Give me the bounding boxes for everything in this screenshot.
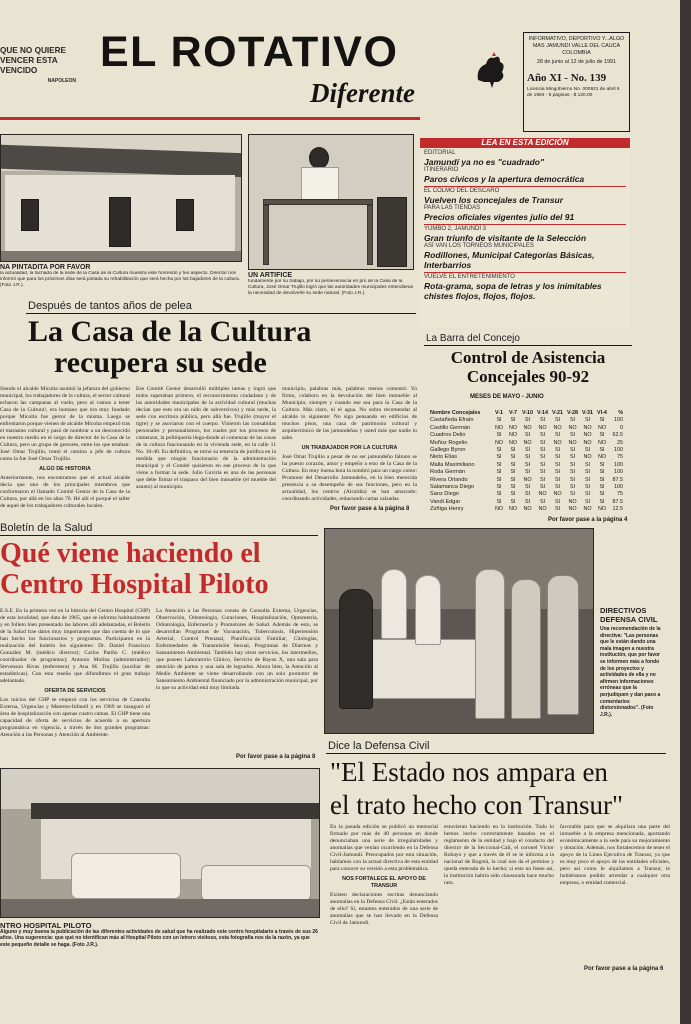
top-photo-caption-title: NA PINTADITA POR FAVOR <box>0 264 91 271</box>
attendance-mark: SI <box>554 454 561 461</box>
attendance-mark: SI <box>524 491 531 498</box>
attendance-mark: SI <box>569 469 576 476</box>
attendance-mark: SI <box>510 469 516 476</box>
artifice-caption-title: UN ARTIFICE <box>248 272 293 279</box>
attendance-mark: SI <box>599 469 605 476</box>
attendance-mark: NO <box>597 439 607 446</box>
directivos-caption-title: DIRECTIVOS DEFENSA CIVIL <box>600 606 658 624</box>
attendance-mark: NO <box>523 424 532 431</box>
attendance-percent: 62.5 <box>612 432 623 439</box>
artifice-caption <box>248 272 414 297</box>
attendance-mark: SI <box>554 432 561 439</box>
attendance-mark: NO <box>494 506 504 513</box>
attendance-mark: SI <box>599 447 605 454</box>
masthead-rule <box>0 117 420 120</box>
attendance-row <box>430 469 630 476</box>
attendance-mark: SI <box>569 417 576 424</box>
casa-column-1: Siendo el alcalde Micolta asumió la jefatura del gobierno municipal, los trabajadores de la cultura, el sector cultural echaron las campanas al vuelo, pero al vamos a tener Casa de la Cultura!, era humano que era muy fundado porque Micolta fue gestor de la misma. Luego se enfrentaron porque vienen de alcalde Micolta empezó tras el marasmo cultural y pasó de nombrar a un desconocido en nuestro medio en el cargo de director de la Casa de la Cultura, pero un grupo de gestores, entre los que estaban: José Omar Trujillo, tomó el camino a jefe de cultura como la fue José Omar Trujillo. ALGO DE HISTORIA Anteriormente, nos encontramos que el actual alcalde decía que uno de los principales miembros que conformaron el llamado Comité Gestor de la Casa de la Cultura, por allá en los años 70. Hé allí el porqué el taller de aquel de los trabajadores culturales locales. <box>0 386 130 509</box>
attendance-mark: NO <box>523 439 532 446</box>
attendance-mark: SI <box>539 447 546 454</box>
attendance-mark: SI <box>524 417 531 424</box>
concejo-continue-link[interactable]: Por favor pase a la página 4 <box>548 517 628 523</box>
index-item[interactable]: EDITORIAL Jamundí ya no es "cuadrado" <box>424 150 545 167</box>
top-photo-caption-text: la actualidad, la fachada de la sede de la Casa de la Cultura muestra este horrendo y feo aspecto. Director nos informó que para los próximos días será pintada su rehabilitación que será hecha por los bajadores de la cultura. (Foto J.R.). <box>0 271 240 288</box>
attendance-mark: SI <box>554 469 561 476</box>
attendance-mark: SI <box>599 417 605 424</box>
attendance-mark: SI <box>599 432 605 439</box>
attendance-mark: SI <box>554 476 561 483</box>
attendance-mark: NO <box>597 424 607 431</box>
attendance-mark: NO <box>494 424 504 431</box>
attendance-mark: SI <box>569 491 576 498</box>
rooster-logo-icon <box>470 50 512 90</box>
estado-continue-link[interactable]: Por favor pase a la página 6 <box>584 966 664 972</box>
attendance-mark: NO <box>583 432 592 439</box>
attendance-mark: SI <box>539 432 546 439</box>
councilor-name: Roda Germán <box>430 469 466 476</box>
attendance-mark: SI <box>584 491 591 498</box>
index-item[interactable]: VUELVE EL ENTRETENIMIENTO Rota-grama, sopa de letras y los inimitables chistes flojos, flojos, flojos. <box>424 274 602 301</box>
attendance-mark: SI <box>496 491 502 498</box>
attendance-mark: NO <box>538 424 547 431</box>
casa-headline: La Casa de la Cultura recupera su sede <box>28 315 312 379</box>
index-item[interactable]: ASÍ VAN LOS TORNEOS MUNICIPALES Rodillones, Municipal Categorías Básicas, Interbarrios <box>424 243 595 270</box>
attendance-mark: SI <box>599 476 605 483</box>
attendance-row <box>430 447 630 454</box>
newspaper-subtitle: Diferente <box>310 78 415 108</box>
attendance-row <box>430 440 630 447</box>
attendance-mark: SI <box>569 476 576 483</box>
attendance-percent: 100 <box>614 447 623 454</box>
councilor-name: Cuadros Delio <box>430 432 466 439</box>
attendance-mark: NO <box>583 439 592 446</box>
attendance-mark: SI <box>539 484 546 491</box>
attendance-mark: SI <box>569 454 576 461</box>
attendance-mark: SI <box>524 432 531 439</box>
attendance-mark: SI <box>554 484 561 491</box>
attendance-row <box>430 499 630 506</box>
attendance-mark: NO <box>597 454 607 461</box>
attendance-mark: SI <box>584 461 591 468</box>
masthead-license: Licencia Mingobierno No. 000921 de abril 6 de 1984 - 8 páginas - $ 120.00 <box>527 86 620 98</box>
attendance-row <box>430 491 630 498</box>
attendance-mark: SI <box>554 447 561 454</box>
councilor-name: Rivera Orlando <box>430 476 468 483</box>
councilor-name: Salamanca Diego <box>430 484 475 491</box>
index-item[interactable]: YUMBO 2, JAMUNDÍ 3 Gran triunfo de visitante de la Selección <box>424 226 587 243</box>
attendance-mark: NO <box>538 491 547 498</box>
concejo-title: Control de Asistencia Concejales 90-92 <box>450 348 606 386</box>
attendance-mark: SI <box>510 454 516 461</box>
concejo-kicker: La Barra del Concejo <box>426 333 520 344</box>
edition-index <box>420 138 630 328</box>
attendance-header-row: Nombre Concejales V-1 V-7 V-10 V-14 V-21 V-28 V-31 VI-4 % <box>430 410 623 416</box>
attendance-mark: SI <box>510 484 516 491</box>
hospital-caption-title: NTRO HOSPITAL PILOTO <box>0 922 92 930</box>
casa-cultura-photo <box>0 134 242 262</box>
attendance-body <box>430 417 630 513</box>
attendance-percent: 87.5 <box>612 498 623 505</box>
attendance-mark: NO <box>583 454 592 461</box>
attendance-mark: NO <box>508 424 518 431</box>
councilor-name: Vandi Edgar <box>430 498 461 505</box>
salud-column-2: La Atención a las Personas consta de Consulta Externa, Urgencias, Observación, Odontología, Curaciones, Hospitalización, Optometría, Odontología, Enfermería y Promotores de Salud. Además de esto, se desarrollan Programas de Vacunación, Tuberculosis, Hipertensión Arterial, Control Prenatal, Planificación Familiar, Citologías, Enfermedades de Transmisión Sexual, Programas de Diarreas y Saneamiento Ambiental. También hay otros servicios, los intermedios, que poseen Laboratorio Clínico, Servicio de Rayos X, una sala para atención de partos y una sala de legrados. Ahora bien, la Atención al Medio Ambiente se viene desarrollando con un solo promotor de Saneamiento Ambiental financiado por la administración municipal, por lo que su actividad está muy limitada. <box>156 608 318 691</box>
hospital-caption-text: Alguno y muy buena la publicación de las diferentes actividades de salud que ha realizado este centro hospitalario a través de sus 26 años. Una sugerencia: que qué no identifican más al Hospital Piloto con un letrero visitoso, esta fotografía nos da la razón, ya que este pequeño detalle se haga. (Foto J.R.). <box>0 929 318 948</box>
councilor-name: Castillo Germán <box>430 424 471 431</box>
attendance-mark: NO <box>553 491 562 498</box>
attendance-row <box>430 484 630 491</box>
index-item[interactable]: ITINERARIO Paros cívicos y la apertura democrática <box>424 167 585 184</box>
defensa-civil-photo <box>324 528 594 734</box>
attendance-mark: SI <box>599 491 605 498</box>
attendance-mark: SI <box>524 498 531 505</box>
masthead-issue: Año XI - No. 139 <box>527 71 607 84</box>
attendance-mark: SI <box>569 432 576 439</box>
salud-headline: Qué viene haciendo el Centro Hospital Piloto <box>0 538 269 600</box>
attendance-mark: SI <box>539 498 546 505</box>
attendance-mark: NO <box>583 506 592 513</box>
attendance-mark: SI <box>584 417 591 424</box>
attendance-percent: 25 <box>617 439 623 446</box>
attendance-mark: SI <box>496 417 502 424</box>
attendance-mark: SI <box>496 432 502 439</box>
attendance-mark: SI <box>554 506 561 513</box>
casa-kicker-rule <box>26 313 416 314</box>
attendance-mark: SI <box>496 484 502 491</box>
casa-kicker: Después de tantos años de pelea <box>28 300 192 312</box>
attendance-mark: NO <box>508 439 518 446</box>
attendance-percent: 75 <box>617 454 623 461</box>
attendance-mark: SI <box>496 461 502 468</box>
attendance-mark: SI <box>584 447 591 454</box>
attendance-mark: SI <box>524 469 531 476</box>
attendance-mark: SI <box>510 447 516 454</box>
attendance-mark: SI <box>496 454 502 461</box>
attendance-mark: SI <box>539 476 546 483</box>
attendance-mark: SI <box>599 461 605 468</box>
attendance-percent: 100 <box>614 469 623 476</box>
attendance-mark: SI <box>539 439 546 446</box>
attendance-mark: SI <box>584 484 591 491</box>
attendance-mark: SI <box>569 461 576 468</box>
hospital-caption <box>0 922 320 948</box>
attendance-row <box>430 425 630 432</box>
attendance-mark: NO <box>568 506 577 513</box>
attendance-mark: NO <box>538 506 547 513</box>
top-photo-caption <box>0 264 242 289</box>
attendance-mark: NO <box>568 424 577 431</box>
attendance-mark: SI <box>524 484 531 491</box>
salud-kicker: Boletín de la Salud <box>0 522 93 534</box>
masthead-quote: QUE NO QUIERE VENCER ESTA VENCIDO NAPOLEON <box>0 46 80 87</box>
casa-column-2: Ese Comité Gestor desarrolló múltiples tareas y logró que todos superaban primero, el reconocimiento ciudadano y de las autoridades municipales de la actividad cultural (muchas decían que esto era un nido de subversivos) y más tarde, la sede con escritura pública, pero allá fue. Trujillo (mayor el tigre) y se asociaron con el cuerpo. Vinieron las consabidas personales y personalismos, los cuales por los procesos de comenzar, la politiquería llega-donde al comenzar de las cosas de la cultura funcionando en la vivienda sede, en la calle 11 No. 10-40. En definitiva, se tornó su tenencia de jurídica en la medida que ningún funcionario de la administración municipal y el Comité quisieron en ese proceso de lo que viene a formar la sede. Julio Gaviria es una de las personas que debe firmar el traspaso del bien inmueble (el mueble del asunto) al municipio. <box>136 386 276 490</box>
attendance-mark: SI <box>539 461 546 468</box>
attendance-mark: NO <box>508 506 518 513</box>
casa-column-3: municipio, palabras más, palabras menos comentó: Yo firmo, colaboro en la devolución del bien inmueble al Municipio, siempre y cuando ese sea para la Casa de la Cultura. Más claro, ni el agua. No sobra recomendar al alcalde lo siguiente: No siga pensando en edificios de muchos pisos, una casa de patrimonio cultural y arquitectónico de las jamundeñas y usted más que nadie lo sabe. UN TRABAJADOR POR LA CULTURA José Omar Trujillo a pesar de no ser jamundeño faltuno se ha puesto corazón, amor y empeño a esto de la Casa de la Cultura. En muy buena hora la nombró para un cargo como: Promotor del Desarrollo Jamundeño, en la bien merecida presencia a su desempeño de sus funciones, pero en la actualidad, los centros (Alcaldía) se han amarrado: coordinando actividades, redactando cartas calzadas <box>282 386 417 502</box>
attendance-mark: NO <box>553 439 562 446</box>
attendance-mark: NO <box>568 498 577 505</box>
attendance-mark: SI <box>524 454 531 461</box>
estado-column-3: favorable para que se alquilara una parte del inmueble a la empresa mencionada, aportando económicamente a la sede para su mejoramiento y dotación. Además, nos fortalecemos de tener el apoyo de la Línea Ejecutiva de Transur, ya que es muy poco el apoyo de las entidades oficiales, pero así como le alquilamos a Transur, le hubiéramos podido arrendar a cualquier otra empresa, o entidad comercial. <box>560 824 670 886</box>
attendance-mark: SI <box>524 447 531 454</box>
attendance-mark: SI <box>554 498 561 505</box>
attendance-mark: SI <box>584 498 591 505</box>
councilor-name: Malla Maximiliano <box>430 461 475 468</box>
newspaper-title: EL ROTATIVO <box>100 28 399 76</box>
attendance-row <box>430 454 630 461</box>
attendance-mark: SI <box>584 476 591 483</box>
masthead-dates: 28 de junio al 12 de julio de 1991 <box>536 59 617 66</box>
attendance-mark: SI <box>584 469 591 476</box>
attendance-table <box>430 410 630 514</box>
attendance-percent: 12.5 <box>612 506 623 513</box>
attendance-mark: NO <box>568 439 577 446</box>
artifice-photo <box>248 134 414 270</box>
estado-column-1: En la pasada edición se publicó un memorial firmado por más de 40 personas en donde denunciaban una serie de irregularidades y anomalías que venían ocurriendo en la Defensa Civil-Jamundí. Preocupados por esta situación, hablamos con la actual directiva de esta entidad para conocer su versión a esta problemática. NOS FORTALECE EL APOYO DE TRANSUR Existen declaraciones escritas denunciando anomalías en la Defensa Civil. ¿Están enterados de ello? Sí, estamos enterados de una serie de anomalías que se han llevado en la Defensa Civil de Jamundí. <box>330 824 438 926</box>
attendance-mark: SI <box>496 447 502 454</box>
attendance-mark: SI <box>539 454 546 461</box>
councilor-name: Gallego Byron <box>430 447 466 454</box>
attendance-percent: 100 <box>614 461 623 468</box>
attendance-mark: NO <box>597 506 607 513</box>
attendance-mark: SI <box>510 476 516 483</box>
estado-column-2: estuvieran haciendo en la institución. Todo lo hemos hecho correctamente basados en el reglamento de la entidad y bajo el conducto del director de la Seccional-Cali, el coronel Víctor Robayo y que a través de él se le informa a la nacional de Bogotá, la cual nos da el permiso y queda enterada de lo hecho; si esto no fuese así, la institución habría sido clausurada hace mucho rato. <box>444 824 554 886</box>
estado-kicker: Dice la Defensa Civil <box>328 740 430 752</box>
attendance-row <box>430 417 630 424</box>
attendance-percent: 100 <box>614 484 623 491</box>
attendance-mark: NO <box>523 506 532 513</box>
artifice-caption-text: fundamente por su trabajo, por su perseverancia en pro de la Casa de la Cultura, José Omar Trujillo logró que las autoridades municipales entendieran la necesidad de devolverle su sede natural. (Foto J.R.). <box>248 279 414 296</box>
attendance-mark: SI <box>599 484 605 491</box>
attendance-mark: SI <box>554 461 561 468</box>
masthead-tagline: INFORMATIVO, DEPORTIVO Y...ALGO MAS JAMUNDI VALLE DEL CAUCA COLOMBIA <box>528 36 625 56</box>
attendance-mark: SI <box>510 417 516 424</box>
attendance-mark: SI <box>569 447 576 454</box>
attendance-row <box>430 462 630 469</box>
index-item[interactable]: EL COLMO DEL DESCARO Vuelven los concejales de Transur <box>424 188 564 205</box>
edition-index-header: LEA EN ESTA EDICIÓN <box>420 138 630 148</box>
estado-kicker-rule <box>326 753 666 754</box>
attendance-percent: 87.5 <box>612 476 623 483</box>
salud-column-1: E.S.E. En la primera vez en la historia del Centro Hospital (CHP) de esta localidad, que data de 1965, que se informa habitualmente y en folleto bien presentado las labores allí adelantadas, el Boletín de la Salud trae datos muy importantes que dan cuenta de lo que han hecho los funcionarios y programas. Participaron en la realización del boletín los siguientes: Dr. Daniel Francisco González M. (médico director); Carlos Patiño C. (médico coordinador de programas); Antonio Molina (administrador); Stevenson Rivas (enfermera) y Ana M. Trujillo (auxiliar de estadísticas). Con esta reseña que difundimos el gran trabajo adelantado. OFERTA DE SERVICIOS Los inicios del CHP se empezó con los servicios de Consulta Externa, Urgencias y Materno-Infantil y en 1969 se inauguró el área de hospitalización con apenas cuatro camas. El CHP tiene una capacidad de oferta de servicios de acuerdo a su apertura programática en vigencia, a través de dos grandes programas: Atención a las Personas y Atención al Ambiente. <box>0 608 150 738</box>
councilor-name: Nieto Elías <box>430 454 458 461</box>
attendance-percent: 0 <box>620 424 623 431</box>
councilor-name: Zúñiga Henry <box>430 506 464 513</box>
attendance-percent: 100 <box>614 417 623 424</box>
attendance-mark: SI <box>496 469 502 476</box>
directivos-caption-text: Una recomendación de la directiva: "Las personas que le están dando una mala imagen a nuestra institución, que por favor se informen más a fondo de los proyectos y actividades de ella y no afirmen informaciones erróneas que la perjudiquen y dan paso a comentarios distorsionados". (Foto J.R.). <box>600 626 661 718</box>
index-item[interactable]: PARA LAS TIENDAS Precios oficiales vigentes julio del 91 <box>424 205 575 222</box>
attendance-mark: SI <box>599 498 605 505</box>
estado-headline: "El Estado nos ampara en el trato hecho con Transur" <box>330 757 623 820</box>
attendance-mark: SI <box>539 469 546 476</box>
masthead-info-box <box>523 32 630 132</box>
attendance-mark: SI <box>510 461 516 468</box>
attendance-row <box>430 506 630 513</box>
concejo-kicker-rule <box>424 345 632 346</box>
casa-continue-link[interactable]: Por favor pase a la página 8 <box>330 506 410 512</box>
attendance-percent: 75 <box>617 491 623 498</box>
hospital-photo <box>0 768 320 918</box>
quote-author: NAPOLEON <box>47 78 76 85</box>
attendance-mark: SI <box>496 476 502 483</box>
attendance-mark: NO <box>494 439 504 446</box>
attendance-mark: SI <box>510 498 516 505</box>
attendance-row <box>430 477 630 484</box>
salud-continue-link[interactable]: Por favor pase a la página 8 <box>236 754 316 760</box>
attendance-mark: SI <box>496 498 502 505</box>
attendance-mark: NO <box>523 476 532 483</box>
directivos-caption <box>600 606 664 718</box>
attendance-mark: NO <box>508 432 518 439</box>
attendance-row <box>430 432 630 439</box>
councilor-name: Castañeda Efraín <box>430 417 474 424</box>
attendance-mark: NO <box>553 424 562 431</box>
councilor-name: Sanz Diego <box>430 491 459 498</box>
attendance-mark: SI <box>510 491 516 498</box>
attendance-mark: SI <box>554 417 561 424</box>
attendance-mark: SI <box>524 461 531 468</box>
attendance-mark: NO <box>583 424 592 431</box>
attendance-mark: SI <box>569 484 576 491</box>
concejo-months: MESES DE MAYO - JUNIO <box>470 394 544 400</box>
attendance-mark: SI <box>539 417 546 424</box>
councilor-name: Muñoz Rogelio <box>430 439 468 446</box>
salud-kicker-rule <box>0 535 318 536</box>
